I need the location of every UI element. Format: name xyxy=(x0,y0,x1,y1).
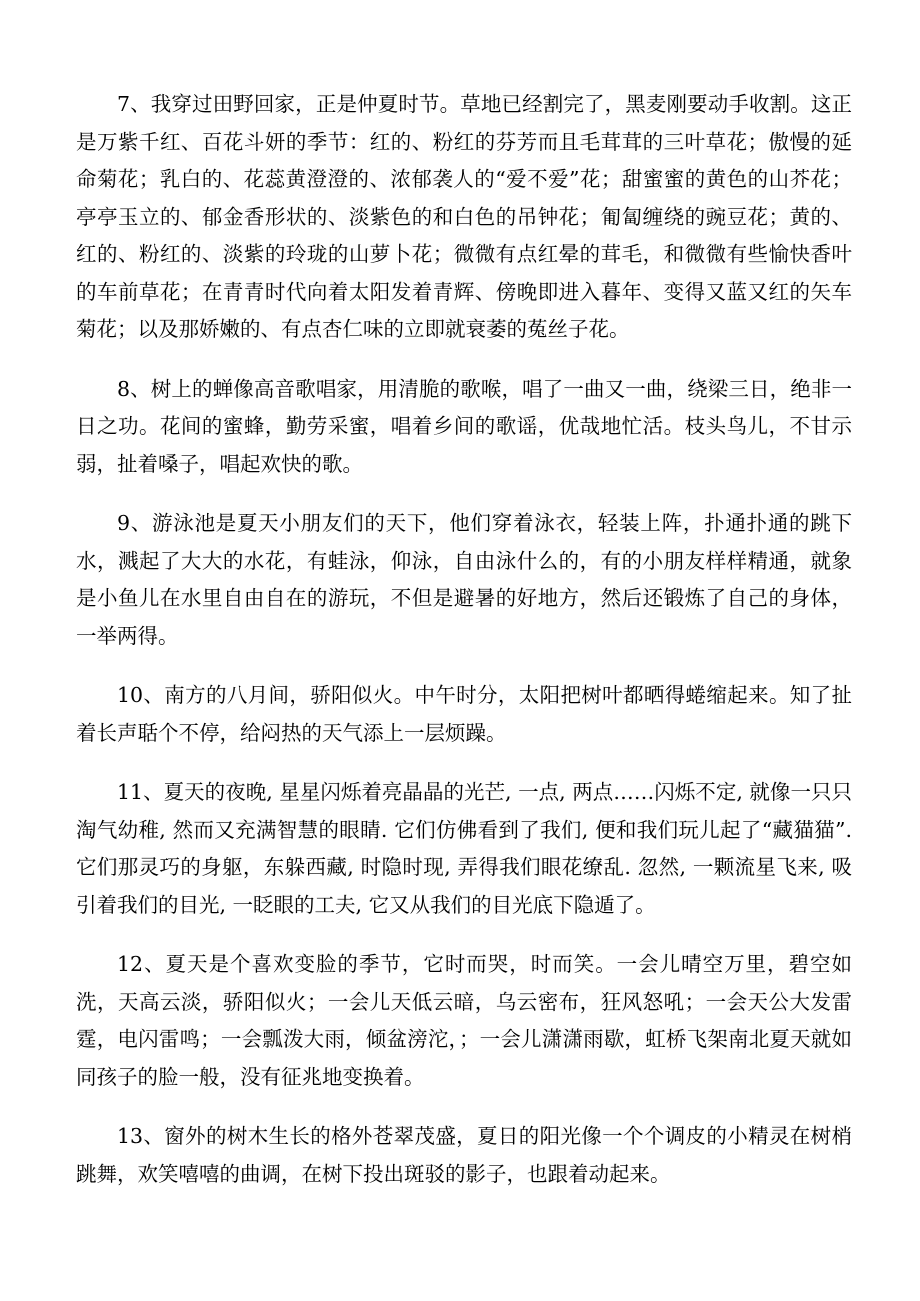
paragraph-11: 11、夏天的夜晚, 星星闪烁着亮晶晶的光芒, 一点, 两点……闪烁不定, 就像一只只淘气幼稚, 然而又充满智慧的眼睛. 它们仿佛看到了我们, 便和我们玩儿起了“藏猫猫”. 它们那灵巧的身躯，东躲西藏, 时隐时现, 弄得我们眼花缭乱. 忽然, 一颗流星飞来, 吸引着我们的目光, 一眨眼的工夫, 它又从我们的目光底下隐遁了。 xyxy=(76,780,852,917)
document-page xyxy=(76,86,852,1215)
paragraph-13: 13、窗外的树木生长的格外苍翠茂盛，夏日的阳光像一个个调皮的小精灵在树梢跳舞，欢笑嘻嘻的曲调，在树下投出斑驳的影子，也跟着动起来。 xyxy=(76,1124,852,1186)
paragraph-12: 12、夏天是个喜欢变脸的季节，它时而哭，时而笑。一会儿晴空万里，碧空如洗，天高云淡，骄阳似火；一会儿天低云暗，乌云密布，狂风怒吼；一会天公大发雷霆，电闪雷鸣；一会瓢泼大雨，倾盆滂沱，；一会儿潇潇雨歇，虹桥飞架南北夏天就如同孩子的脸一般，没有征兆地变换着。 xyxy=(76,952,852,1089)
paragraph-9: 9、游泳池是夏天小朋友们的天下，他们穿着泳衣，轻装上阵，扑通扑通的跳下水，溅起了大大的水花，有蛙泳，仰泳，自由泳什么的，有的小朋友样样精通，就象是小鱼儿在水里自由自在的游玩，不但是避暑的好地方，然后还锻炼了自己的身体，一举两得。 xyxy=(76,511,852,648)
paragraph-8: 8、树上的蝉像高音歌唱家，用清脆的歌喉，唱了一曲又一曲，绕梁三日，绝非一日之功。花间的蜜蜂，勤劳采蜜，唱着乡间的歌谣，优哉地忙活。枝头鸟儿，不甘示弱，扯着嗓子，唱起欢快的歌。 xyxy=(76,376,852,476)
paragraph-7: 7、我穿过田野回家，正是仲夏时节。草地已经割完了，黑麦刚要动手收割。这正是万紫千红、百花斗妍的季节：红的、粉红的芬芳而且毛茸茸的三叶草花；傲慢的延命菊花；乳白的、花蕊黄澄澄的、浓郁袭人的“爱不爱”花；甜蜜蜜的黄色的山芥花；亭亭玉立的、郁金香形状的、淡紫色的和白色的吊钟花；匍匐缠绕的豌豆花；黄的、红的、粉红的、淡紫的玲珑的山萝卜花；微微有点红晕的茸毛，和微微有些愉快香叶的车前草花；在青青时代向着太阳发着青辉、傍晚即进入暮年、变得又蓝又红的矢车菊花；以及那娇嫩的、有点杏仁味的立即就衰萎的菟丝子花。 xyxy=(76,92,852,341)
paragraph-10: 10、南方的八月间，骄阳似火。中午时分，太阳把树叶都晒得蜷缩起来。知了扯着长声聒个不停，给闷热的天气添上一层烦躁。 xyxy=(76,683,852,745)
